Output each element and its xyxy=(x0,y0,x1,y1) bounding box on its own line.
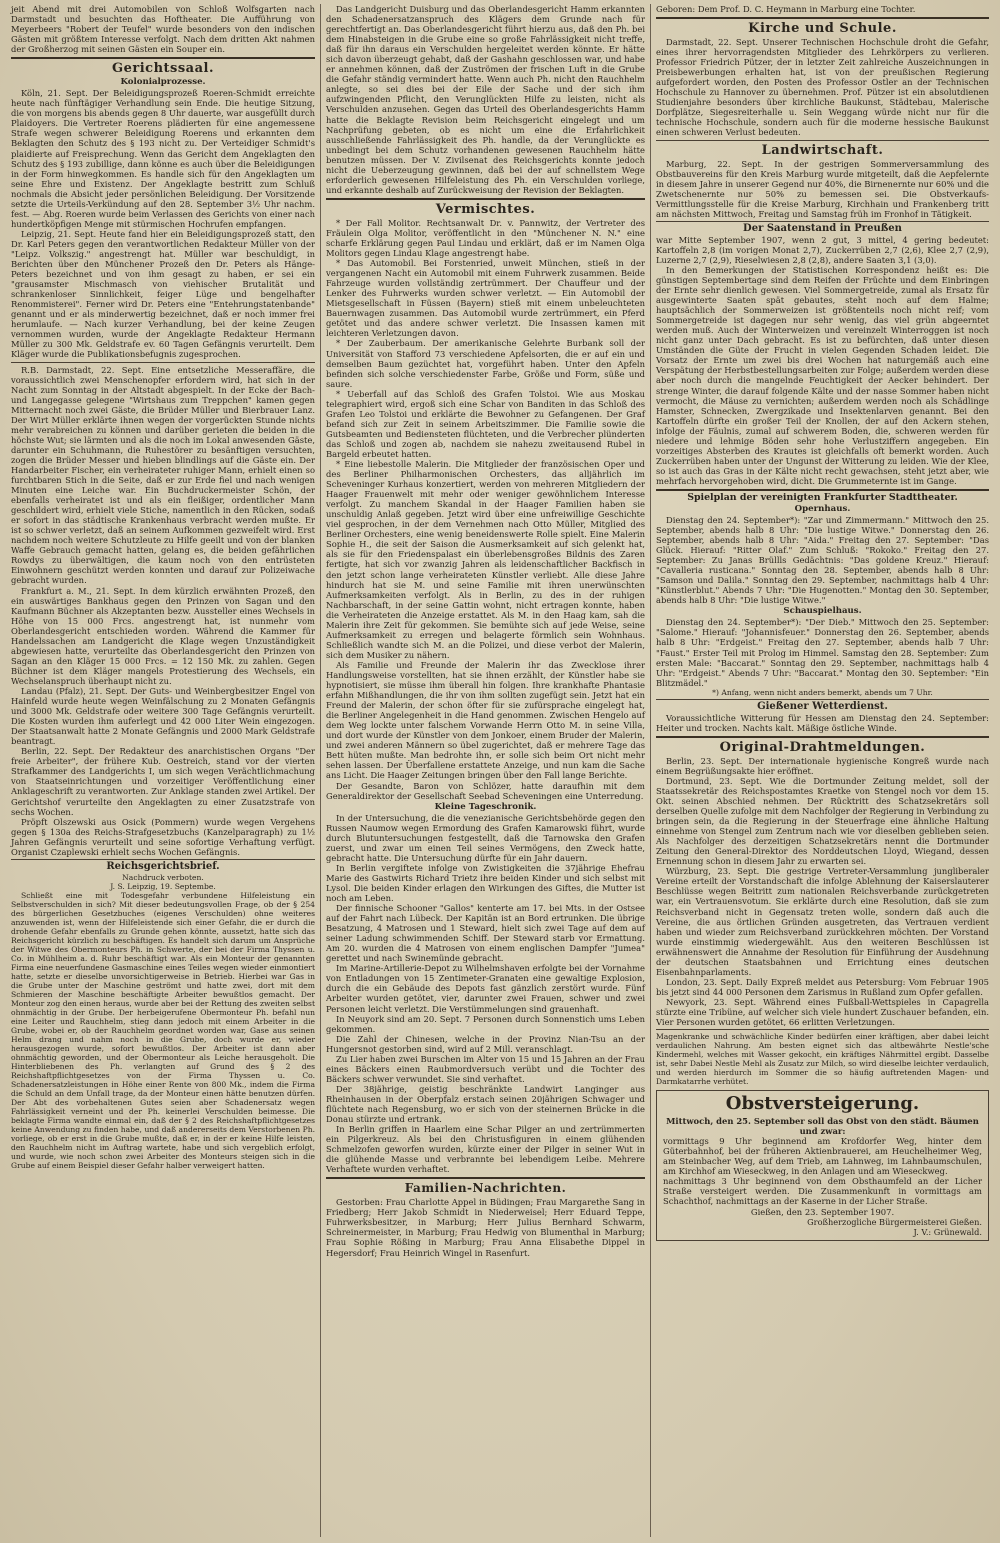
article-paragraph: Im Marine-Artillerie-Depot zu Wilhelmshaven erfolgte bei der Vornahme von Entladungen von 15 Zentimeter-Granaten eine gewaltige Explosion, durch die ein Gebäude des Depots fast gänzlich zerstört wurde. Fünf Arbeiter wurden getötet, vier, darunter zwei Frauen, schwer und zwei Personen leicht verletzt. Die Verstümmelungen sind grauenhaft. xyxy=(326,963,645,1014)
article-paragraph: Voraussichtliche Witterung für Hessen am Dienstag den 24. September: Heiter und trocken. Nachts kalt. Mäßige östliche Winde. xyxy=(656,712,989,733)
divider xyxy=(656,140,989,141)
divider xyxy=(11,362,315,363)
section-title-landwirtschaft: Landwirtschaft. xyxy=(761,142,884,158)
section-title-kirche-und-schule: Kirche und Schule. xyxy=(748,21,897,37)
section-title-saatenstand: Der Saatenstand in Preußen xyxy=(743,222,902,234)
article-paragraph: Der finnische Schooner "Gallos" kenterte am 17. bei Mts. in der Ostsee auf der Fahrt nach Lübeck. Der Kapitän ist an Bord ertrunken. Die übrige Besatzung, 4 Matrosen und 1 Steward, hielt sich zwei Tage auf dem auf seiner Ladung schwimmenden Schiff. Der Steward starb vor Ermattung. Am 20. wurden die 4 Matrosen von einem englischen Dampfer "Jumea" gerettet und nach Swinemünde gebracht. xyxy=(326,903,645,964)
article-paragraph: In Neuyork sind am 20. Sept. 7 Personen durch Sonnenstich ums Leben gekommen. xyxy=(326,1013,645,1034)
advertisement-obstversteigerung xyxy=(656,1090,989,1240)
ad-signature: J. V.: Grünewald. xyxy=(913,1226,982,1237)
ad-paragraph: vormittags 9 Uhr beginnend am Krofdorfer Weg, hinter dem Güterbahnhof, bei der früheren Aktienbrauerei, am Heuchelheimer Weg, am Steinbacher Weg, auf dem Trieb, am Lahnweg, im Lahnbaumschulen, am Kirchhof am Wieseckweg, in den Anlagen und am Wieseckweg. xyxy=(663,1136,982,1177)
birth-notice: Geboren: Dem Prof. D. C. Heymann in Marburg eine Tochter. xyxy=(656,4,916,14)
article-paragraph: * Eine liebestolle Malerin. Die Mitglieder der französischen Oper und des Berliner Philharmonischen Orchesters, das alljährlich im Scheveninger Kurhaus konzertiert, werden von mehreren Mitgliedern der Haager Frauenwelt mit mehr oder weniger gewöhnlichem Interesse verfolgt. Zu manchem Skandal in der Haager Familien haben sie unschuldig Anlaß gegeben. Jetzt wird über eine unfreiwillige Geschichte viel gesprochen, in der dem Vernehmen nach Otto Müller, Mitglied des Berliner Orchesters, eine wenig beneidenswerte Rolle spielt. Eine Malerin Sophie H., die seit der Saison die Ausmerksamkeit auf sich gelenkt hat, als sie für den Friedenspalast ein überlebensgroßes Bildnis des Zaren fertigte, hat sich vor zwanzig Jahren als leidenschaftlicher Backfisch in den jetzt schon lange verheirateten Künstler verliebt. Alle diese Jahre hindurch hat sie M. und seine Familie mit ihren unerwünschten Aufmerksamkeiten verfolgt. Als in Berlin, zu des in der ruhigen Nachbarschaft, in der seine Gattin wohnt, nicht ertragen konnte, haben die Verheirateten die Anzeige erstattet. Als M. in den Haag kam, sah die Malerin ihre Zeit für gekommen. Sie bemühte sich auf jede Weise, seine Aufmerksamkeit zu erregen und belagerte förmlich sein Wohnhaus. Schließlich wandte sich M. an die Polizei, und diese verbot der Malerin, sich dem Musiker zu nähern. xyxy=(326,459,645,660)
article-paragraph: Marburg, 22. Sept. In der gestrigen Sommerversammlung des Obstbauvereins für den Kreis Marburg wurde mitgeteilt, daß die Aepfelernte in diesem Jahre in unserer Gegend nur 40%, die Birnenernte nur 60% und die Zwetschenernte nur 50% zu bemessen sei. Die Obstverkaufs-Vermittlungsstelle für die Kreise Marburg, Kirchhain und Frankenberg tritt am nächsten Mittwoch, Freitag und Samstag früh im Fronhof in Tätigkeit. xyxy=(656,158,989,219)
article-paragraph: Als Familie und Freunde der Malerin ihr das Zwecklose ihrer Handlungsweise vorstellten, hat sie ihnen erzählt, der Künstler habe sie hypnotisiert, sie müsse ihm überall hin folgen. Ihre krankhafte Phantasie erfahn Mißhandlungen, die ihr von ihm sollten zugefügt sein. Jetzt hat ein Freund der Malerin, der schon öfter für sie zufürsprache eingelegt hat, die Berliner Angelegenheit in die Hand genommen. Zwischen Hengelo auf dem Weg lockte unter falschem Vorwande Herrn Otto M. in seine Villa, und dort wurde der Künstler von dem Jonkoer, einem Bruder der Malerin, und zwei anderen Männern so übel zugerichtet, daß er mehrere Tage das Bett hüten mußte. Man bedrohte ihn, er solle sich beim Ort nicht mehr sehen lassen. Der Überfallene erstattete Anzeige, und nun kam die Sache ans Licht. Die Haager Zeitungen bringen über den Fall lange Berichte. xyxy=(326,659,645,781)
article-paragraph: London, 23. Sept. Daily Expreß meldet aus Petersburg: Vom Februar 1905 bis jetzt sind 44 000 Personen dem Zarismus in Rußland zum Opfer gefallen. xyxy=(656,976,989,997)
article-paragraph: * Ueberfall auf das Schloß des Grafen Tolstoi. Wie aus Moskau telegraphiert wird, ergoß sich eine Schar von Banditen in das Schloß des Grafen Leo Tolstoi und erklärte die Bewohner zu Gefangenen. Der Graf befand sich zur Zeit in seinem Arbeitszimmer. Die Familie sowie die Gutsbeamten und Bediensteten flüchteten, und die Verbrecher plünderten das Schloß und zogen ab, nachdem sie nahezu zweitausend Rubel in Bargeld erbeutet hatten. xyxy=(326,388,645,459)
ad-date: Gießen, den 23. September 1907. xyxy=(750,1206,895,1217)
article-paragraph: Landau (Pfalz), 21. Sept. Der Guts- und Weinbergbesitzer Engel von Hainfeld wurde heute wegen Weinfälschung zu 2 Monaten Gefängnis und 3000 Mk. Geldstrafe oder weitere 300 Tage Gefängnis verurteilt. Die Kosten wurden ihm auferlegt und 42 000 Liter Wein eingezogen. Der Staatsanwalt hatte 2 Monate Gefängnis und 2000 Mark Geldstrafe beantragt. xyxy=(11,686,315,747)
section-title-wetterdienst: Gießener Wetterdienst. xyxy=(757,700,888,712)
article-paragraph: Die Zahl der Chinesen, welche in der Provinz Nian-Tsu an der Hungersnot gestorben sind, wird auf 2 Mill. veranschlagt. xyxy=(326,1033,645,1054)
article-paragraph: * Das Automobil. Bei Forstenried, unweit München, stieß in der vergangenen Nacht ein Automobil mit einem Fuhrwerk zusammen. Beide Fahrzeuge wurden vollständig zertrümmert. Der Chauffeur und der Lenker des Fuhrwerks wurden schwer verletzt. — Ein Automobil der Mietsgesellschaft in Füssen (Bayern) stieß mit einem unbeleuchteten Bauernwagen zusammen. Das Automobil wurde zertrümmert, ein Pferd getötet und das andere schwer verletzt. Die Insassen kamen mit leichteren Verletzungen davon. xyxy=(326,258,645,339)
article-paragraph: Berlin, 23. Sept. Der internationale hygienische Kongreß wurde nach einem Begrüßungsakte hier eröffnet. xyxy=(656,755,989,776)
footnote: *) Anfang, wenn nicht anders bemerkt, abends um 7 Uhr. xyxy=(712,687,933,697)
divider xyxy=(656,1029,989,1030)
article-paragraph: Dienstag den 24. September*): "Zar und Zimmermann." Mittwoch den 25. September, abends halb 8 Uhr: "Die lustige Witwe." Donnerstag den 26. September, abends halb 8 Uhr: "Aida." Freitag den 27. September: "Das Glück. Hierauf: "Ritter Olaf." Zum Schluß: "Rokoko." Freitag den 27. September: Zu Janas Brüllls Gedächtnis: "Das goldene Kreuz." Hierauf: "Cavalleria rusticana." Sonntag den 28. September, abends halb 8 Uhr: "Samson und Dalila." Sonntag den 29. September, nachmittags halb 4 Uhr: "Künstlerblut." Abends 7 Uhr: "Die Hugenotten." Montag den 30. September, abends halb 8 Uhr: "Die lustige Witwe." xyxy=(656,514,989,606)
column-middle xyxy=(321,4,651,1537)
article-paragraph: * Der Fall Molitor. Rechtsanwalt Dr. v. Pannwitz, der Vertreter des Fräulein Olga Molitor, veröffentlicht in den "Münchener N. N." eine scharfe Erklärung gegen Paul Lindau und erklärt, daß er im Namen Olga Molitors gegen Lindau Klage angestrengt habe. xyxy=(326,217,645,259)
article-paragraph: Das Landgericht Duisburg und das Oberlandesgericht Hamm erkannten den Schadenersatzanspruch des Klägers dem Grunde nach für gerechtfertigt an. Das Oberlandesgericht führt hierzu aus, daß den Ph. bei dem Hinabsteigen in die Grube eine so große Fahrlässigkeit nicht treffe, daß für ihn daraus ein Verschulden hergeleitet werden könnte. Er hätte sich davon überzeugt gehabt, daß der Gashahn geschlossen war, und habe er annehmen können, daß der Zuströmen der frischen Luft in die Grube die Gefahr ständig vermindert hatte. Wenn auch Ph. nicht den Rauchhelm anlegte, so sei dies bei der Eile der Sache und der sich ihm aufzwingenden Pflicht, den Verunglückten Hilfe zu leisten, nicht als Verschulden anzusehen. Gegen das Urteil des Oberlandesgerichts Hamm hatte die Beklagte Revision beim Reichsgericht eingelegt und um Nachprüfung gebeten, ob es nicht um eine die Erfahrlichkeit ausschließende Fahrlässigkeit des Ph. handle, da der Verunglückte es unbedingt bei dem Schutz vorhandenen gewesenen Rauchhelm hätte benutzen müssen. Der V. Zivilsenat des Reichsgerichts konnte jedoch nicht die Ueberzeugung gewinnen, daß bei der auf schnellstem Wege erforderlich gewesenen Hilfeleistung des Ph. ein Verschulden vorliege, und erkannte deshalb auf Zurückweisung der Revision der Beklagten. xyxy=(326,4,645,195)
column-left xyxy=(6,4,321,1537)
article-paragraph: In den Bemerkungen der Statistischen Korrespondenz heißt es: Die günstigen Septembertage sind dem Reifen der Früchte und dem Einbringen der Ernte sehr dienlich gewesen. Viel Sommergetreide, zumal als Ersatz für ausgewinterte Saaten spät gebautes, steht noch auf dem Halme; hauptsächlich der Sommerweizen ist größtenteils noch nicht reif; vom Sommergetreide ist dagegen nur sehr wenig, das viel grün abgeerntet werden muß. Auch der Winterweizen und vereinzelt Winterroggen ist noch nicht ganz unter Dach gebracht. Es ist zu befürchten, daß unter diesen Umständen die Güte der Frucht in vielen Gegenden Schaden leidet. Die Vorsatz der Ernte um zwei bis drei Wochen hat naturgemäß auch eine Verspätung der Herbstbestellungsarbeiten zur Folge; außerdem werden diese aber noch durch die mangelnde Feuchtigkeit der Aecker behindert. Der strenge Winter, die darauf folgende Kälte und der nasse Sommer haben nicht vermocht, die Mäuse zu vernichten; außerdem werden noch als Schädlinge Hamster, Schnecken, Zwergzikade und Insektenlarven genannt. Bei den Kartoffeln dürfte ein großer Teil der Knollen, der auf den Ackern stehen, infolge der Fäulnis, zumal auf schwerem Boden, die, schweren werden für niedere und lehmige Böden sehr hohe Verlustziffern angegeben. Ein vorzeitiges Absterben des Krautes ist gleichfalls oft bemerkt worden. Auch Zuckerrüben haben unter der Ungunst der Witterung zu leiden. Wie der Klee, so ist auch das Gras in der Kälte nicht recht gewachsen, steht jetzt aber, wie mehrfach hervorgehoben wird, dicht. Die Grummeternte ist im Gange. xyxy=(656,264,989,486)
article-paragraph: Gestorben: Frau Charlotte Appel in Büdingen; Frau Margarethe Sang in Friedberg; Herr Jakob Schmidt in Niederweisel; Herr Eduard Teppe, Fuhrwerksbesitzer, in Marburg; Herr Julius Bernhard Schwarm, Schreinermeister, in Marburg; Frau Hedwig von Blumenthal in Marburg; Frau Sophie Rößing in Marburg; Frau Anna Elisabethe Dippel in Hegersdorf; Frau Heinrich Wingel in Rasenfurt. xyxy=(326,1197,645,1258)
ad-paragraph: Mittwoch, den 25. September soll das Obst von den städt. Bäumen und zwar: xyxy=(666,1116,979,1137)
subsection-kolonialprozesse: Kolonialprozesse. xyxy=(120,77,206,88)
article-paragraph: Leipzig, 21. Sept. Heute fand hier ein Beleidigungsprozeß statt, den Dr. Karl Peters gegen den verantwortlichen Redakteur Müller von der "Leipz. Volkszig." angestrengt hat. Müller war beschuldigt, in Berichten über den Münchener Prozeß den Dr. Peters als Hänge-Peters bezeichnet und von ihm gesagt zu haben, er sei ein "grausamster Mischmasch von viehischer Brutalität und schrankenloser Sinnlichkeit, feiger Lüge und bengelhafter Renommisterei". Ferner wird Dr. Peters eine "Entehrungstatenbande" genannt und er als minderwertig bezeichnet, daß er noch immer frei herumlaufe. — Nach kurzer Verhandlung, bei der keine Zeugen vernommen wurden, wurde der Angeklagte Redakteur Hermann Müller zu 300 Mk. Geldstrafe ev. 60 Tagen Gefängnis verurteilt. Dem Kläger wurde die Publikationsbefugnis zugesprochen. xyxy=(11,228,315,360)
article-paragraph: Frankfurt a. M., 21. Sept. In dem kürzlich erwähnten Prozeß, den ein auswärtiges Bankhaus gegen den Prinzen von Sagan und den Kaufmann Büchner als Akzeptanten bezw. Aussteller eines Wechsels in Höhe von 15 000 Frcs. angestrengt hat, ist nunmehr vom Oberlandesgericht entschieden worden. Während die Kammer für Handelssachen am Landgericht die Klage wegen Unzuständigkeit abgewiesen hatte, verurteilte das Oberlandesgericht den Prinzen von Sagan an den Kläger 15 000 Frcs. = 12 150 Mk. zu zahlen. Gegen Büchner ist dem Kläger mangels Protestierung des Wechsels, ein Wechselanspruch überhaupt nicht zu. xyxy=(11,585,315,686)
article-paragraph: war Mitte September 1907, wenn 2 gut, 3 mittel, 4 gering bedeutet: Kartoffeln 2,8 (im vorigen Monat 2,7), Zuckerrüben 2,7 (2,6), Klee 2,7 (2,9), Luzerne 2,7 (2,9), Rieselwiesen 2,8 (2,8), andere Saaten 3,1 (3,0). xyxy=(656,234,989,265)
dateline: J. S. Leipzig, 19. Septembe. xyxy=(110,881,216,891)
subsection-opernhaus: Opernhaus. xyxy=(794,503,851,514)
section-title-drahtmeldungen: Original-Drahtmeldungen. xyxy=(719,739,926,755)
divider xyxy=(11,859,315,860)
article-paragraph: Newyork, 23. Sept. Während eines Fußball-Wettspieles in Capagrella stürzte eine Tribüne, auf welcher sich viele hundert Zuschauer befanden, ein. Vier Personen wurden getötet, 66 erlitten Verletzungen. xyxy=(656,996,989,1028)
article-paragraph: Köln, 21. Sept. Der Beleidigungsprozeß Roeren-Schmidt erreichte heute nach fünftägiger Verhandlung sein Ende. Die heutige Sitzung, die von morgens bis abends gegen 8 Uhr dauerte, war ausgefüllt durch Plaidoyers. Die Vertreter Roerens plädierten für eine angemessene Strafe wegen schwerer Beleidigung Roerens und erkannten dem Beklagten den Schutz des § 193 nicht zu. Der Verteidiger Schmidt's plaidierte auf Freisprechung. Wenn das Gericht dem Angeklagten den Schutz des § 193 zubillige, dann könne es auch über die Beleidigungen in der Form hinwegkommen. Es handle sich für den Angeklagten um seine Ehre und Existenz. Der Angeklagte bestritt zum Schluß nochmals die Absicht jeder persönlichen Beleidigung. Der Vorsitzende setzte die Urteils-Verkündung auf den 28. September 3½ Uhr nachm. fest. — Abg. Roeren wurde beim Verlassen des Gerichts von einer nach hundertköpfigen Menge mit stürmischen Hochrufen empfangen. xyxy=(11,88,315,229)
article-paragraph: * Der Zauberbaum. Der amerikanische Gelehrte Burbank soll der Universität von Stafford 73 verschiedene Apfelsorten, die er auf ein und demselben Baum gezüchtet hat, vorgeführt haben. Unter den Apfeln befinden sich solche verschiedenster Farbe, Größe und Form, süße und saure. xyxy=(326,338,645,389)
divider xyxy=(326,198,645,200)
article-paragraph: In der Untersuchung, die die venezianische Gerichtsbehörde gegen den Russen Naumow wegen Ermordung des Grafen Kamarowski führt, wurde durch Blutuntersuchungen festgestellt, daß die Tarnowska den Grafen zuerst, und zwar um einen Teil seines Vermögens, den Zweck hatte, gebracht hatte. Die Untersuchung dürfte für ein Jahr dauern. xyxy=(326,812,645,863)
divider xyxy=(656,736,989,738)
article-paragraph: Würzburg, 23. Sept. Die gestrige Vertreter-Versammlung jungliberaler Vereine erteilt der Vorstandschaft die infolge Ablehnung der Kaiserslauterer Beschlüsse wegen Beitritt zum nationalen Reichsverbande zurückgetreten war, ein Vertrauensvotum. Sie erklärte durch eine Resolution, daß sie zum Reichsverband nicht in Gegensatz treten wolle, sondern daß auch die Vereine, die aus örtlichen Gründen ausgetreten, das Vertrauen verdient haben und wieder zum Reichsverband zurückkehren möchten. Der Vorstand wurde einstimmig wiedergewählt. Aus den weiteren Beschlüssen ist erwähnenswert die Annahme der Resolution für Einführung der Ausdehnung der deutschen Staatsbahnen und Errichtung eines deutschen Eisenbahnparlaments. xyxy=(656,866,989,977)
subsection-schauspielhaus: Schauspielhaus. xyxy=(783,606,862,617)
section-title-spielplan: Spielplan der vereinigten Frankfurter Stadttheater. xyxy=(687,491,958,503)
article-paragraph: In Berlin griffen in Haarlem eine Schar Pilger an und zertrümmerten ein Pilgerkreuz. Als bei den Christusfiguren in einem glühenden Schmelzofen geworfen wurden, kürzte einer der Pilger in seiner Wut in die glühende Masse und verbrannte bei lebendigem Leibe. Mehrere Verhaftete wurden verhaftet. xyxy=(326,1124,645,1175)
section-title-vermischtes: Vermischtes. xyxy=(435,201,536,217)
intro-paragraph: jeit Abend mit drei Automobilen von Schloß Wolfsgarten nach Darmstadt und besuchten das Hoftheater. Die Aufführung von Meyerbeers "Robert der Teufel" wurde besonders von den indischen Gästen mit größtem Interesse verfolgt. Nach dem dritten Akt nahmen der Großherzog mit seinen Gästen ein Souper ein. xyxy=(11,4,315,55)
divider xyxy=(326,1177,645,1179)
divider xyxy=(656,489,989,491)
article-paragraph: Darmstadt, 22. Sept. Unserer Technischen Hochschule droht die Gefahr, eines ihrer hervorragendsten Mitglieder des Lehrkörpers zu verlieren. Professor Friedrich Pützer, der in letzter Zeit zahlreiche Auszeichnungen in Preisbewerbungen erhalten hat, ist von der preußischen Regierung aufgefordert worden, den Posten des Professor Ostler an der Technischen Hochschule zu Hannover zu übernehmen. Prof. Pützer ist ein absolutdienen Studienjahre besonders über kirchliche Baukunst, Städtebau, Malerische Dorfplätze, Siegesreiterhalle u. Sein Weggang würde nicht nur für die technische Hochschule, sondern auch für die moderne hessische Baukunst einen schweren Verlust bedeuten. xyxy=(656,37,989,138)
article-paragraph: Schließt eine mit Todesgefahr verbundene Hilfeleistung ein Selbstverschulden in sich? Mit dieser bedeutungsvollen Frage, ob der § 254 des bürgerlichen Gesetzbuches (eigenes Verschulden) ohne weiteres anzuwenden ist, wenn der Hilfeleistende sich einer Gefahr, die er durch die drohende Gefahr ebenfalls zu Grunde gehen könnte, aussetzt, hatte sich das Reichsgericht kürzlich zu beschäftigen. Es handelt sich darum um Ansprüche der Witwe des Obermonteurs Ph. in Schwerte, der bei der Firma Thyssen u. Co. in Mühlheim a. d. Ruhr beschäftigt war. Als ein Monteur der genannten Firma eine neuerfundene Gasmaschine eines Teiles wegen wieder einmontiert hatte, setzte er dieselbe unvorsichtigerweise in Betrieb. Hierbei war Gas in die Grube unter der Maschine geströmt und hatte zwei, dort mit dem Schmieren der Maschine beschäftigte Arbeiter bewußtlos gemacht. Der Monteur zog den einen heraus, wurde aber bei der Rettung des zweiten selbst ohnmächtig in der Grube. Der herbeigerufene Obermonteur Ph. befahl nun eine Leiter und Rauchhelm, stieg dann jedoch mit einem Arbeiter in die Grube, wobei er, ob der Rauchhelm geordnet worden war, Gase aus seinen Helm drang und nahm noch in die Grube, doch wurde er, wieder herausgezogen wurde, sofort bewußtlos. Der Arbeiter ist dann aber ohnmächtig geworden, und der Obermonteur als Leiche herausgeholt. Die Hinterbliebenen des Ph. verlangten auf Grund des § 2 des Reichshaftpflichtgesetzes von der Firma Thyssen u. Co. Schadenersatzleistungen in Höhe einer Rente von 800 Mk., indem die Firma die Schuld an dem Unfall trage, da der Monteur einen hätte benutzen dürfen. Der Abt des vorbehaltenen Gutes seien aber Schadenersatz wegen Fahrlässigkeit verneint und der Ph. keinerlei Verschulden beimesse. Die beklagte Firma wandte einmal ein, daß der § 2 des Reichshaftpflichtgesetzes keine Anwendung zu finden habe, und daß andererseits dem Verstorbenen Ph. vorliege, ob er erst in die Grube mußte, daß er, in der er keine Hilfe leisten, den Rauchhelm nicht im Auftrag wartete, habe und sich vergeblich erfolgt, und wurde, wie noch schon zwei Arbeiter des Monteurs steigen sich in die Grube auf einem Beispiel dieser Gefahr halber verweigert hatten. xyxy=(11,890,315,1170)
article-paragraph: Zu Lier haben zwei Burschen im Alter von 15 und 15 Jahren an der Frau eines Bäckers einen Raubmordversuch verübt und die Tochter des Bäckers schwer verwundet. Sie sind verhaftet. xyxy=(326,1053,645,1084)
article-paragraph: Dienstag den 24. September*): "Der Dieb." Mittwoch den 25. September: "Salome." Hierauf: "Johannisfeuer." Donnerstag den 26. September, abends halb 8 Uhr: "Erdgeist." Freitag den 27. September, abends halb 7 Uhr: "Faust." Erster Teil mit Prolog im Himmel. Samstag den 28. September: Zum ersten Male: "Baccarat." Sonntag den 29. September, nachmittags halb 4 Uhr: "Erdgeist." Abends 7 Uhr: "Baccarat." Montag den 30. September: "Ein Blitzmädel." xyxy=(656,617,989,688)
divider xyxy=(656,699,989,700)
article-paragraph: Der Gesandte, Baron von Schlözer, hatte daraufhin mit dem Generaldirektor der Gesellschaft Seebad Scheveningen eine Unterredung. xyxy=(326,780,645,801)
article-paragraph: Der 38jährige, geistig beschränkte Landwirt Langinger aus Rheinhausen in der Oberpfalz erstach seinen 20jährigen Schwager und flüchtete nach Regensburg, wo er sich von der steinernen Brücke in die Donau stürzte und ertrank. xyxy=(326,1083,645,1125)
section-title-reichsgerichtsbrief: Reichsgerichtsbrief. xyxy=(106,860,220,872)
ad-title: Obstversteigerung. xyxy=(725,1093,920,1115)
article-paragraph: Pröpft Olszewski aus Osick (Pommern) wurde wegen Vergehens gegen § 130a des Reichs-Strafgesetzbuchs (Kanzelparagraph) zu 1½ Jahren Gefängnis verurteilt und seine sofortige Verhaftung verfügt. Organist Czaplewski erhielt sechs Wochen Gefängnis. xyxy=(11,816,315,857)
reprint-notice: Nachdruck verboten. xyxy=(122,872,204,882)
section-title-familien-nachrichten: Familien-Nachrichten. xyxy=(404,1181,567,1196)
article-paragraph: Dortmund, 23. Sept. Wie die Dortmunder Zeitung meldet, soll der Staatssekretär des Reichspostamtes Kraetke von Stengel noch vor dem 15. Okt. seinen Abschied nehmen. Der Rücktritt des Schatzsekretärs soll derselben Quelle zufolge mit dem Nachfolger der Regierung in Verbindung zu bringen sein, da die Regierung in der Steuerfrage eine ähnliche Haltung einnehme von Stengel zum Zentrum nach wie vor dieselben geblieben seien. Als Nachfolger des derzeitigen Schatzsekretärs nennt die Dortmunder Zeitung den General-Direktor des Norddeutschen Lloyd, Wiegand, dessen Ernennung schon in diesem Jahr zu erwarten sei. xyxy=(656,775,989,867)
column-right xyxy=(651,4,994,1537)
subsection-kleine-tageschronik: Kleine Tageschronik. xyxy=(434,801,537,812)
divider xyxy=(656,221,989,222)
divider xyxy=(11,57,315,59)
article-paragraph: Berlin, 22. Sept. Der Redakteur des anarchistischen Organs "Der freie Arbeiter", der frühere Kub. Oestreich, stand vor der vierten Strafkammer des Landgerichts I, um sich wegen Verächtlichmachung von Staatseinrichtungen und vorzeitiger Veröffentlichung einer Anklageschrift zu verantworten. Zur Anklage standen zwei Artikel. Der Gerichtshof verurteilte den Angeklagten zu einer Zusatzstrafe von sechs Wochen. xyxy=(11,746,315,817)
article-paragraph: R.B. Darmstadt, 22. Sept. Eine entsetzliche Messeraffäre, die voraussichtlich zwei Menschenopfer erfordern wird, hat sich in der Nacht zum Sonntag in der Altstadt abgespielt. In der Ecke der Bach- und Langegasse gelegene "Wirtshaus zum Treppchen" kamen gegen Mitternacht noch zwei Gäste, die Brüder Müller und Bierbrauer Lanz. Der Wirt Müller erklärte ihnen wegen der vorgerückten Stunde nichts mehr verabreichen zu können und darüber gerieten die beiden in die höchste Wut; sie lärmten und als die noch im Lokal anwesenden Gäste, darunter ein Schuhmann, die Ruhestörer zu besänftigen versuchten, zogen die Brüder Messer und hieben blindlings auf die Gäste ein. Der Handarbeiter Fischer, ein verheirateter ruhiger Mann, erhielt einen so furchtbaren Stich in die Seite, daß er zur Erde fiel und nach wenigen Minuten eine Leiche war. Ein Buchdruckermeister Schön, der ebenfalls verheiratet ist und als ein fleißiger, ordentlicher Mann geschildert wird, erhielt viele Stiche, namentlich in den Rücken, sodaß er sofort in das städtische Krankenhaus verbracht werden mußte. Er ist so schwer verletzt, daß an seinem Aufkommen gezweifelt wird. Erst nachdem noch weitere Schutzleute zu Hilfe geeilt und von der blanken Waffe Gebrauch gemacht hatten, gelang es, die beiden gefährlichen Rowdys zu überwältigen, die kaum noch von den entrüsteten Einwohnern geschützt werden konnten und darauf zur Polizeiwache gebracht wurden. xyxy=(11,364,315,586)
section-title-gerichtssaal: Gerichtssaal. xyxy=(112,61,214,77)
divider xyxy=(656,17,989,19)
ad-paragraph: nachmittags 3 Uhr beginnend von dem Obsthaumfeld an der Licher Straße versteigert werden. Die Zusammenkunft in vormittags am Schachthof, nachmittags an der Kaserne in der Licher Straße. xyxy=(663,1176,982,1207)
article-paragraph: In Berlin vergiftete infolge von Zwistigkeiten die 37jährige Ehefrau Marie des Gastwirts Richard Trietz ihre beiden Kinder und sich selbst mit Lysol. Die beiden Kinder erlagen den Wirkungen des Giftes, die Mutter ist noch am Leben. xyxy=(326,862,645,903)
advertisement-text: Magenkranke und schwächliche Kinder bedürfen einer kräftigen, aber dabei leicht verdaulichen Nahrung. Am besten eignet sich das altbewährte Nestle'sche Kindermehl, welches mit Wasser gekocht, ein kräftiges Nährmittel ergibt. Dasselbe ist, sehr Dabei Nestle Mehl als Zusatz zur Milch, so wird dieselbe leichter verdaulich, und werden hierdurch im Sommer die so häufig auftretenden Magen- und Darmkatarrhe verhütet. xyxy=(656,1032,989,1087)
ad-signature: Großherzogliche Bürgermeisterei Gießen. xyxy=(807,1216,982,1227)
